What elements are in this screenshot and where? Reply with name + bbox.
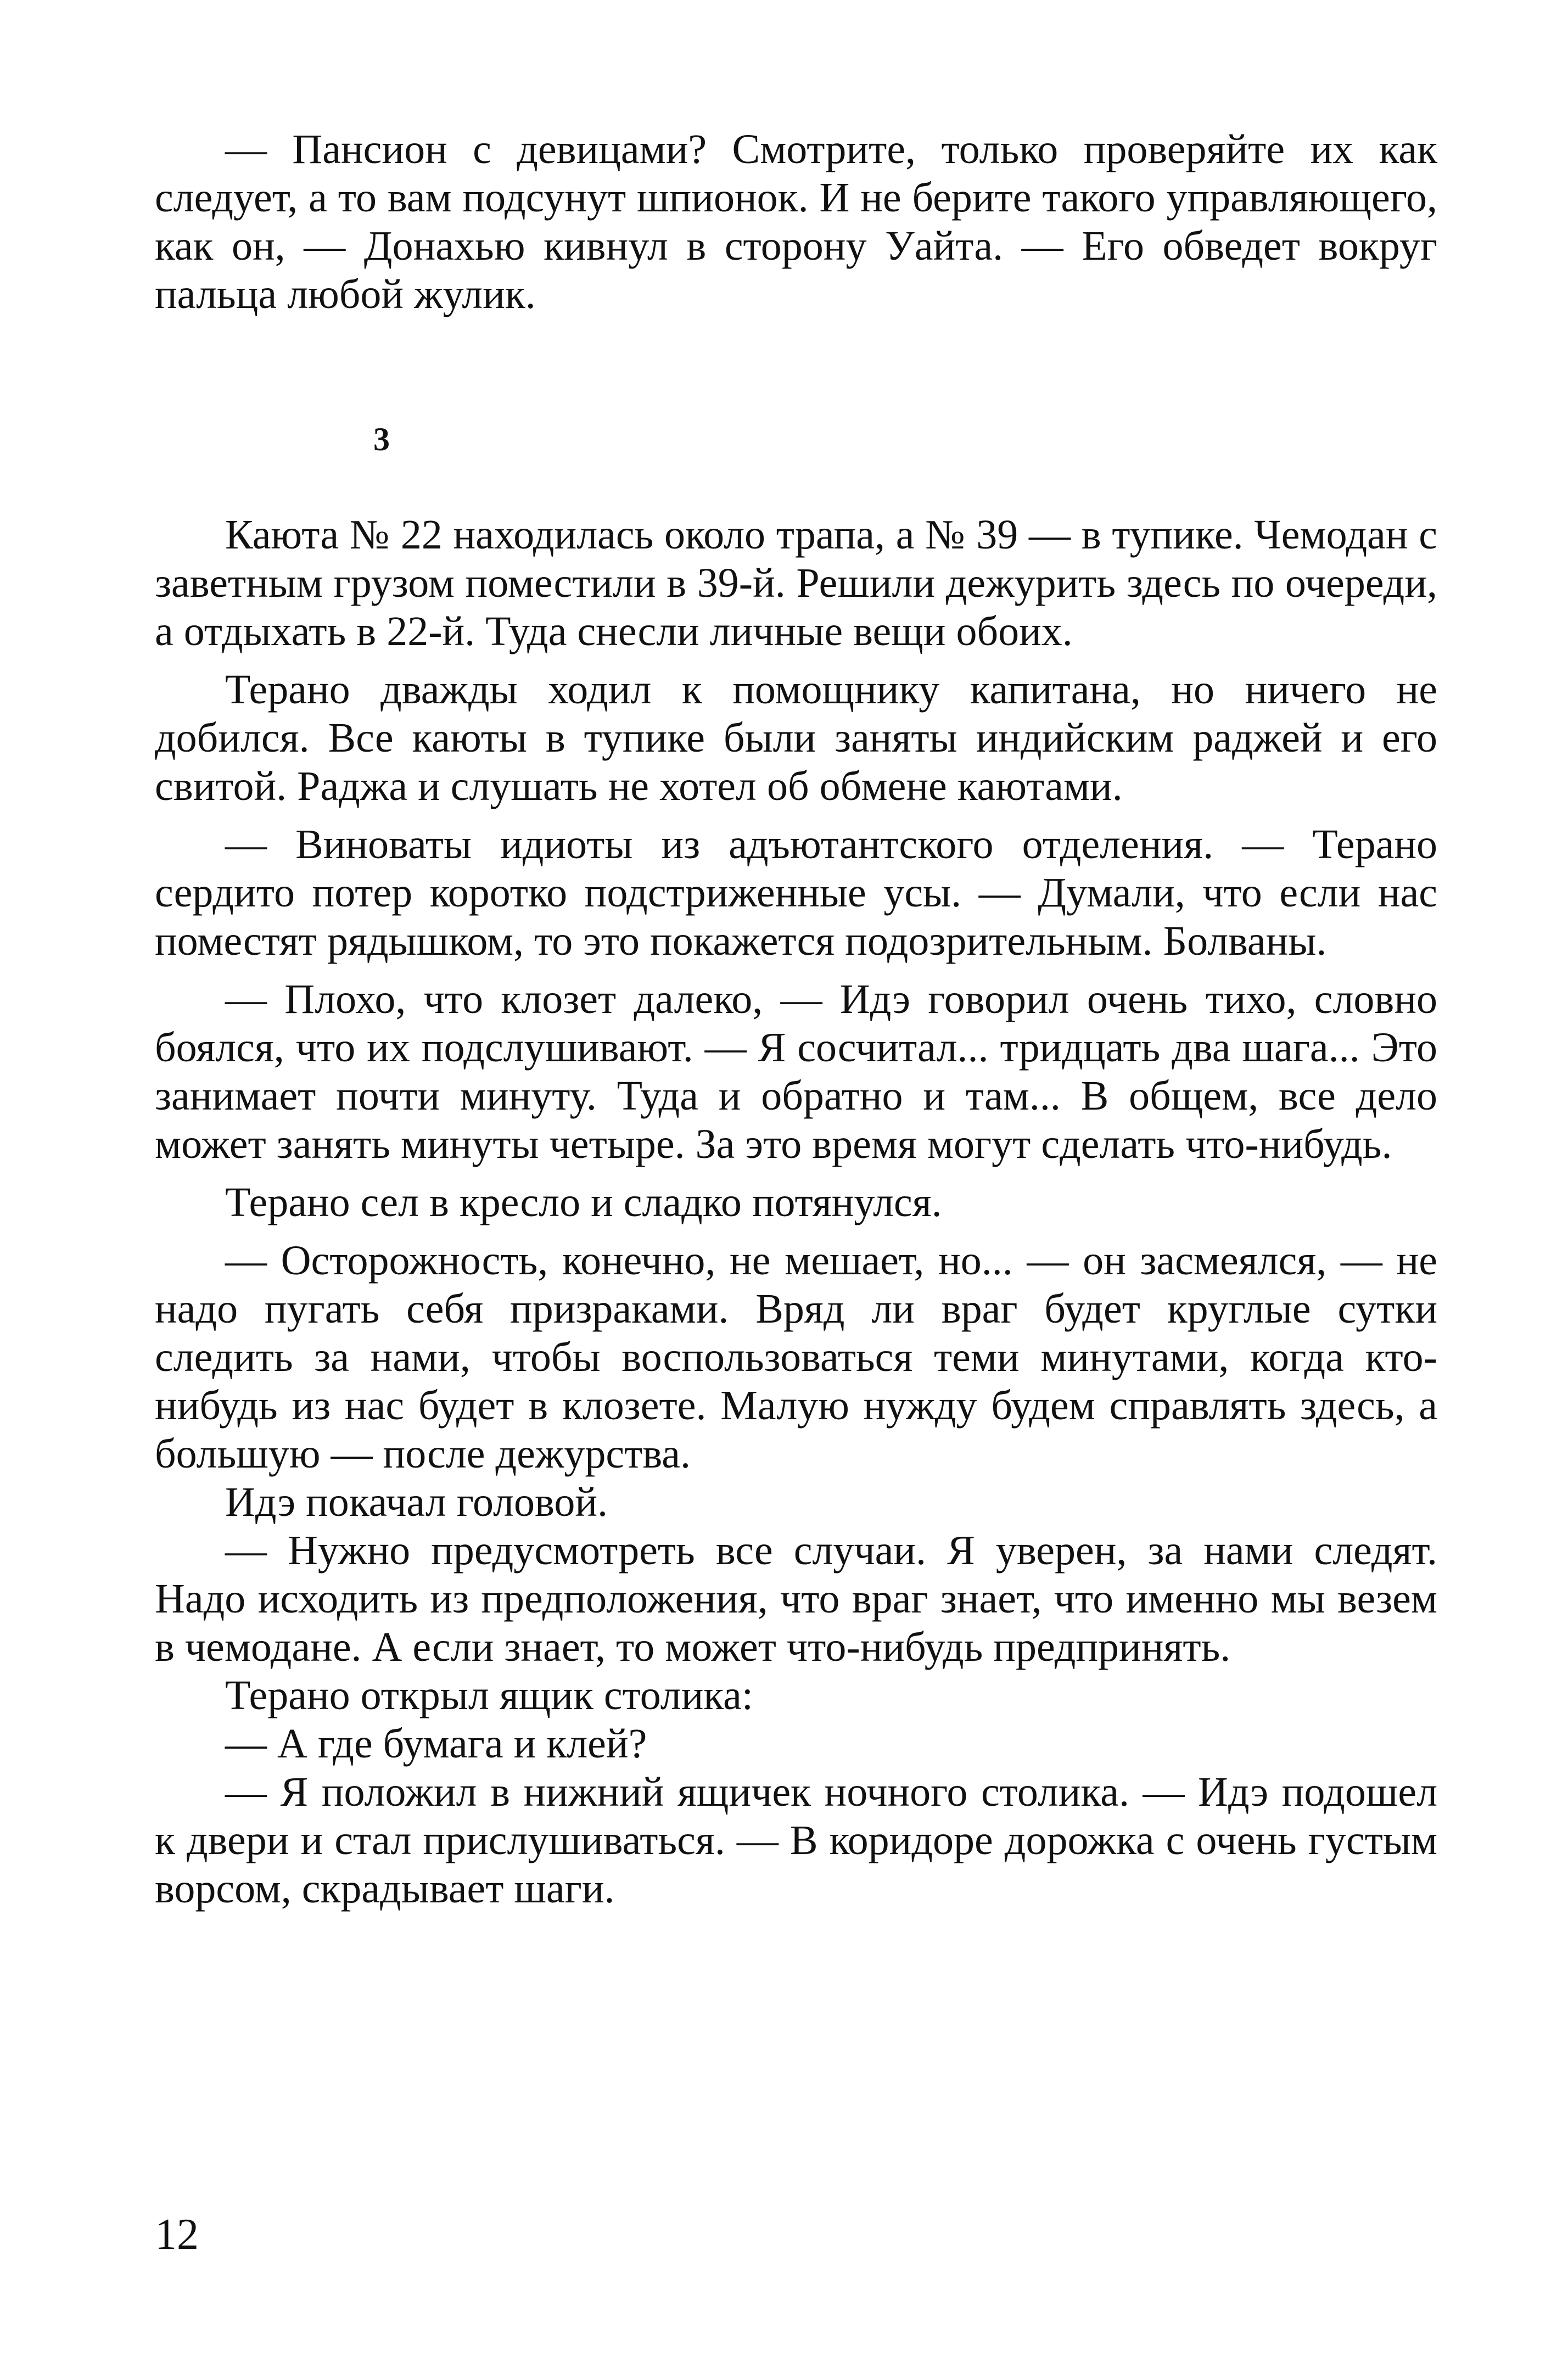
paragraph: — Плохо, что клозет далеко, — Идэ говорил очень тихо, словно боялся, что их подслушивают. — Я сосчитал... тридцать два шага... Это занимает почти минуту. Туда и обратно и там... В общем, все дело может занять минуты четыре. За это время могут сделать что-нибудь. bbox=[155, 976, 1437, 1167]
paragraph: — Нужно предусмотреть все случаи. Я уверен, за нами следят. Надо исходить из предположения, что враг знает, что именно мы везем в чемодане. А если знает, то может что-нибудь предпринять. bbox=[155, 1527, 1437, 1670]
paragraph: Терано открыл ящик столика: bbox=[225, 1672, 754, 1718]
paragraph: Терано сел в кресло и сладко потянулся. bbox=[225, 1179, 942, 1225]
text-block-main bbox=[155, 511, 1437, 1913]
page-number: 12 bbox=[155, 2210, 199, 2259]
paragraph: — Осторожность, конечно, не мешает, но... — он засмеялся, — не надо пугать себя призраками. Вряд ли враг будет круглые сутки следить за нами, чтобы воспользоваться теми минутами, когда кто-нибудь из нас будет в клозете. Малую нужду будем справлять здесь, а большую — после дежурства. bbox=[155, 1238, 1437, 1477]
paragraph: — Пансион с девицами? Смотрите, только проверяйте их как следует, а то вам подсунут шпионок. И не берите такого управляющего, как он, — Донахью кивнул в сторону Уайта. — Его обведет вокруг пальца любой жулик. bbox=[155, 126, 1437, 317]
paragraph: Терано дважды ходил к помощнику капитана, но ничего не добился. Все каюты в тупике были заняты индийским раджей и его свитой. Раджа и слушать не хотел об обмене каютами. bbox=[155, 667, 1437, 809]
paragraph: Идэ покачал головой. bbox=[225, 1479, 608, 1525]
paragraph: — А где бумага и клей? bbox=[225, 1721, 647, 1767]
text-block-top bbox=[155, 125, 1437, 318]
chapter-number: 3 bbox=[373, 421, 390, 457]
paragraph: Каюта № 22 находилась около трапа, а № 39 — в тупике. Чемодан с заветным грузом поместили в 39-й. Решили дежурить здесь по очереди, а отдыхать в 22-й. Туда снесли личные вещи обоих. bbox=[155, 512, 1437, 654]
paragraph: — Я положил в нижний ящичек ночного столика. — Идэ подошел к двери и стал прислушиваться. — В коридоре дорожка с очень густым ворсом, скрадывает шаги. bbox=[155, 1769, 1437, 1912]
paragraph: — Виноваты идиоты из адъютантского отделения. — Терано сердито потер коротко подстриженные усы. — Думали, что если нас поместят рядышком, то это покажется подозрительным. Болваны. bbox=[155, 821, 1437, 964]
